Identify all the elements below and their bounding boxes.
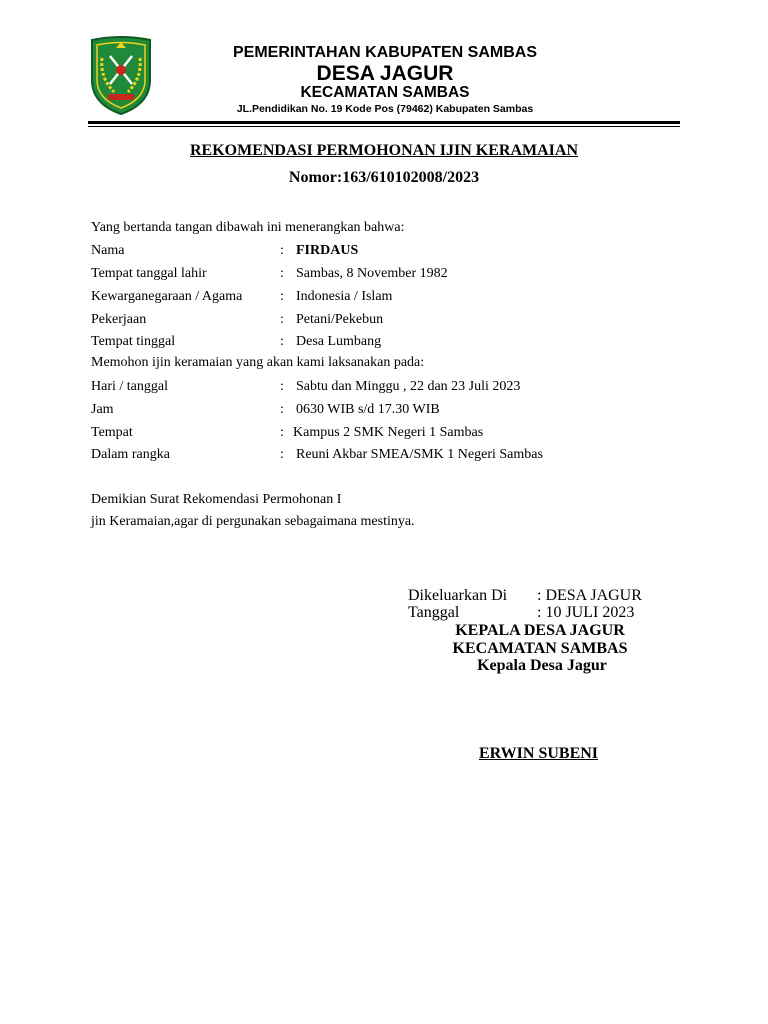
field-label: Jam [91,402,114,417]
field-label: Kewarganegaraan / Agama [91,289,243,304]
field-colon: : [280,402,284,417]
field-row-nama [91,243,651,263]
field-value: FIRDAUS [296,243,359,258]
field-label: Pekerjaan [91,312,147,327]
field-colon: : [280,243,284,258]
field-colon: : [280,266,284,281]
field-value: Sambas, 8 November 1982 [296,266,448,281]
field-row-residence [91,334,651,354]
signatory-office-1: KEPALA DESA JAGUR [455,622,625,639]
signatory-name: ERWIN SUBENI [479,745,599,762]
letterhead-government: PEMERINTAHAN KABUPATEN SAMBAS [233,44,537,61]
date-value: : 10 JULI 2023 [537,604,635,621]
closing-line-1: Demikian Surat Rekomendasi Permohonan I [91,492,342,507]
letterhead-village: DESA JAGUR [316,62,454,85]
issued-at-value: : DESA JAGUR [537,587,642,604]
field-label: Hari / tanggal [91,379,168,394]
letterhead-divider-thin [88,126,680,127]
regency-emblem-logo [88,36,154,116]
field-value: Petani/Pekebun [296,312,384,327]
field-value: Kampus 2 SMK Negeri 1 Sambas [293,425,484,440]
date-label: Tanggal [408,604,460,621]
field-colon: : [280,312,284,327]
signatory-office-2: KECAMATAN SAMBAS [452,640,628,657]
field-value: Indonesia / Islam [296,289,393,304]
field-colon: : [280,447,284,462]
field-value: Reuni Akbar SMEA/SMK 1 Negeri Sambas [296,447,543,462]
field-row-time [91,402,651,422]
issued-at-label: Dikeluarkan Di [408,587,508,604]
intro-text: Yang bertanda tangan dibawah ini menerangkan bahwa: [91,220,405,235]
field-label: Tempat tanggal lahir [91,266,207,281]
field-colon: : [280,425,284,440]
field-label: Dalam rangka [91,447,170,462]
document-title: REKOMENDASI PERMOHONAN IJIN KERAMAIAN [189,142,578,159]
field-value: Desa Lumbang [296,334,382,349]
letterhead-district: KECAMATAN SAMBAS [300,84,470,101]
closing-line-2: jin Keramaian,agar di pergunakan sebagaimana mestinya. [91,514,415,529]
field-row-place [91,425,651,445]
field-row-date [91,379,651,399]
letterhead-address: JL.Pendidikan No. 19 Kode Pos (79462) Kabupaten Sambas [236,103,534,115]
field-row-citizenship [91,289,651,309]
field-colon: : [280,289,284,304]
field-value: Sabtu dan Minggu , 22 dan 23 Juli 2023 [296,379,521,394]
field-label: Tempat tinggal [91,334,176,349]
field-value: 0630 WIB s/d 17.30 WIB [296,402,440,417]
field-row-birth [91,266,651,286]
letterhead-divider-thick [88,121,680,124]
request-text: Memohon ijin keramaian yang akan kami laksanakan pada: [91,355,425,370]
document-number: Nomor:163/610102008/2023 [288,169,480,186]
field-row-purpose [91,447,651,467]
field-label: Nama [91,243,125,258]
field-row-occupation [91,312,651,332]
field-label: Tempat [91,425,133,440]
signatory-office-3: Kepala Desa Jagur [477,657,607,674]
field-colon: : [280,334,284,349]
field-colon: : [280,379,284,394]
